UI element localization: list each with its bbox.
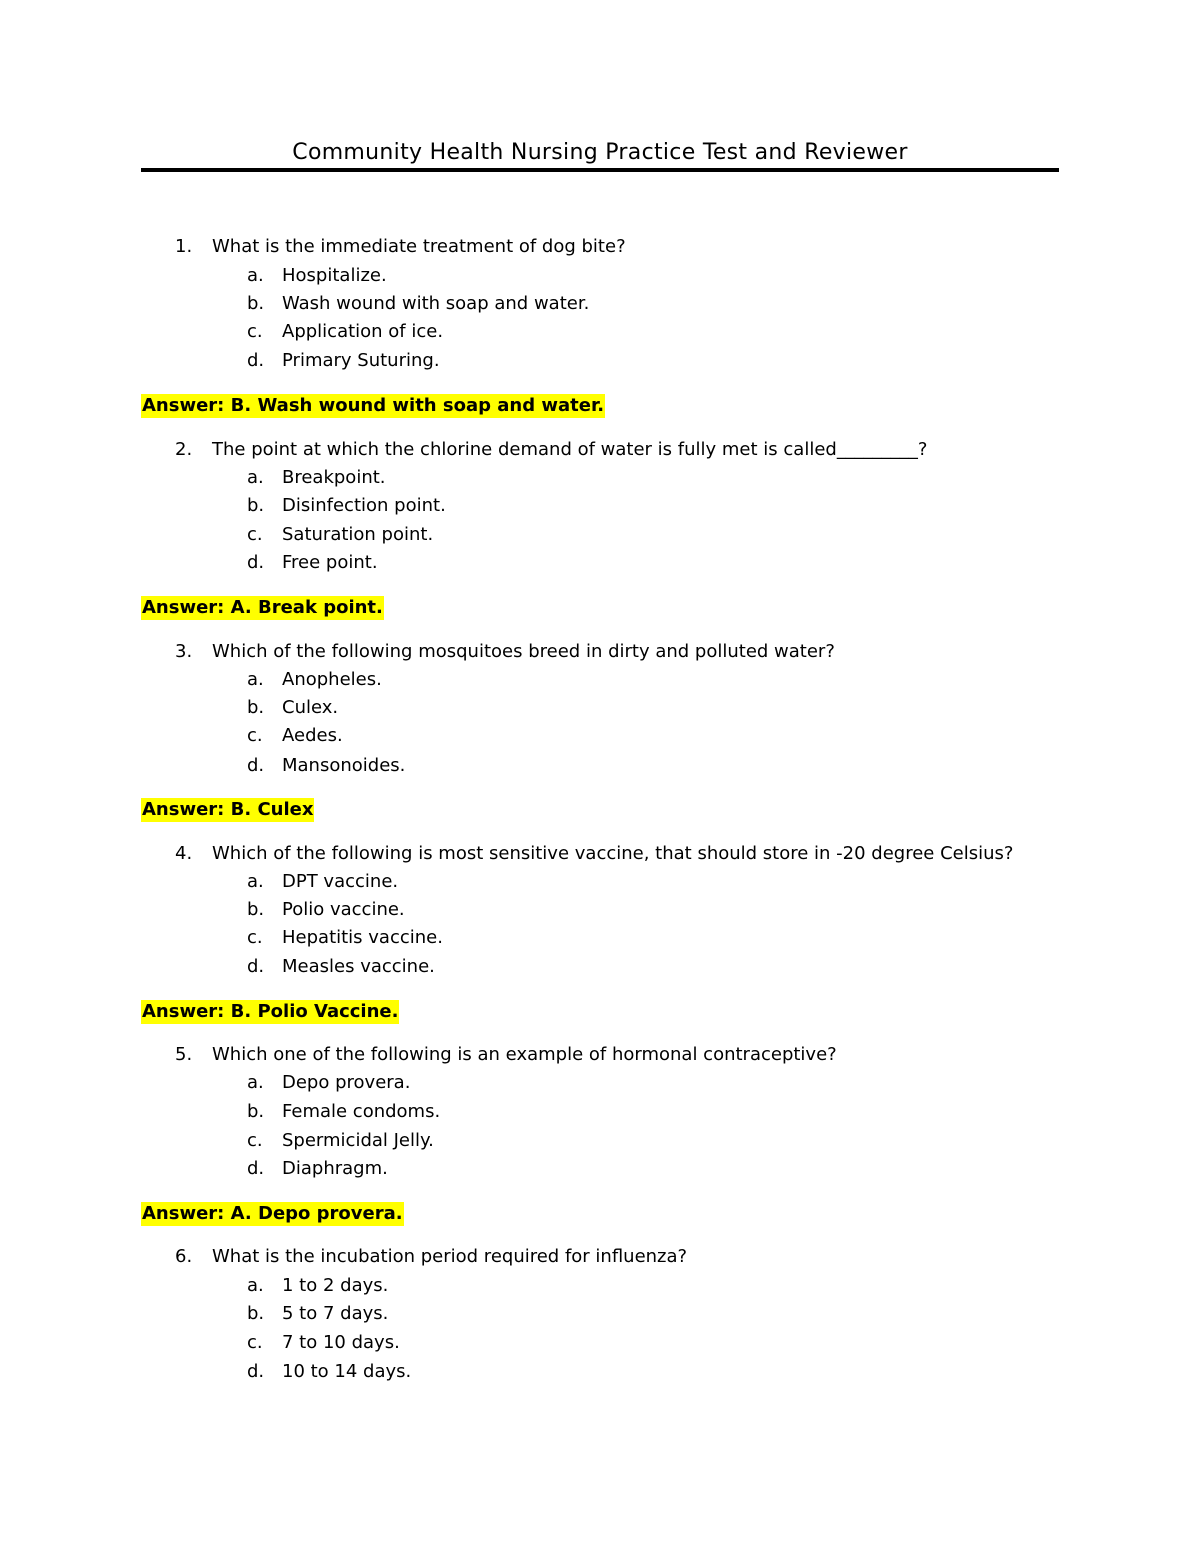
option-letter: c. bbox=[247, 321, 263, 342]
option-text: 1 to 2 days. bbox=[282, 1275, 389, 1296]
option-letter: b. bbox=[247, 1303, 265, 1324]
option-text: Anopheles. bbox=[282, 669, 382, 690]
question-number: 3. bbox=[175, 641, 193, 662]
option-letter: a. bbox=[247, 265, 264, 286]
option-letter: d. bbox=[247, 1158, 265, 1179]
option-text: Primary Suturing. bbox=[282, 350, 440, 371]
document-title: Community Health Nursing Practice Test and Reviewer bbox=[292, 140, 908, 165]
option-letter: b. bbox=[247, 293, 265, 314]
option-letter: d. bbox=[247, 1361, 265, 1382]
option-letter: a. bbox=[247, 669, 264, 690]
question-text: Which one of the following is an example of hormonal contraceptive? bbox=[212, 1044, 837, 1065]
option-letter: d. bbox=[247, 350, 265, 371]
title-underline bbox=[141, 168, 1059, 172]
option-text: Breakpoint. bbox=[282, 467, 386, 488]
option-text: 10 to 14 days. bbox=[282, 1361, 412, 1382]
question-text: The point at which the chlorine demand of water is fully met is called_________? bbox=[212, 439, 928, 460]
option-letter: a. bbox=[247, 1072, 264, 1093]
option-text: Diaphragm. bbox=[282, 1158, 388, 1179]
option-letter: c. bbox=[247, 524, 263, 545]
option-text: Female condoms. bbox=[282, 1101, 441, 1122]
option-text: Hospitalize. bbox=[282, 265, 387, 286]
option-text: Application of ice. bbox=[282, 321, 444, 342]
question-number: 2. bbox=[175, 439, 193, 460]
question-number: 1. bbox=[175, 236, 193, 257]
option-text: DPT vaccine. bbox=[282, 871, 399, 892]
option-letter: d. bbox=[247, 956, 265, 977]
option-text: Disinfection point. bbox=[282, 495, 446, 516]
option-letter: a. bbox=[247, 467, 264, 488]
option-text: Depo provera. bbox=[282, 1072, 411, 1093]
option-letter: c. bbox=[247, 725, 263, 746]
answer-line: Answer: B. Polio Vaccine. bbox=[142, 1001, 399, 1022]
option-letter: d. bbox=[247, 552, 265, 573]
answer-line: Answer: B. Culex bbox=[142, 799, 314, 820]
answer-line: Answer: A. Depo provera. bbox=[142, 1203, 403, 1224]
question-text: What is the immediate treatment of dog bite? bbox=[212, 236, 626, 257]
option-letter: c. bbox=[247, 927, 263, 948]
option-text: Aedes. bbox=[282, 725, 343, 746]
option-text: Polio vaccine. bbox=[282, 899, 405, 920]
option-text: Mansonoides. bbox=[282, 755, 406, 776]
option-letter: b. bbox=[247, 899, 265, 920]
option-letter: b. bbox=[247, 1101, 265, 1122]
question-text: What is the incubation period required for influenza? bbox=[212, 1246, 688, 1267]
option-letter: b. bbox=[247, 697, 265, 718]
option-text: Culex. bbox=[282, 697, 339, 718]
option-text: Hepatitis vaccine. bbox=[282, 927, 443, 948]
option-text: Saturation point. bbox=[282, 524, 434, 545]
question-number: 4. bbox=[175, 843, 193, 864]
option-letter: b. bbox=[247, 495, 265, 516]
question-number: 5. bbox=[175, 1044, 193, 1065]
option-letter: c. bbox=[247, 1332, 263, 1353]
option-letter: a. bbox=[247, 1275, 264, 1296]
option-text: Spermicidal Jelly. bbox=[282, 1130, 434, 1151]
option-text: 5 to 7 days. bbox=[282, 1303, 389, 1324]
option-text: Measles vaccine. bbox=[282, 956, 435, 977]
option-text: Free point. bbox=[282, 552, 378, 573]
option-text: 7 to 10 days. bbox=[282, 1332, 400, 1353]
question-number: 6. bbox=[175, 1246, 193, 1267]
option-text: Wash wound with soap and water. bbox=[282, 293, 590, 314]
option-letter: d. bbox=[247, 755, 265, 776]
option-letter: a. bbox=[247, 871, 264, 892]
option-letter: c. bbox=[247, 1130, 263, 1151]
question-text: Which of the following mosquitoes breed in dirty and polluted water? bbox=[212, 641, 835, 662]
answer-line: Answer: A. Break point. bbox=[142, 597, 383, 618]
question-text: Which of the following is most sensitive vaccine, that should store in -20 degree Celsius? bbox=[212, 843, 1014, 864]
answer-line: Answer: B. Wash wound with soap and water. bbox=[142, 395, 605, 416]
